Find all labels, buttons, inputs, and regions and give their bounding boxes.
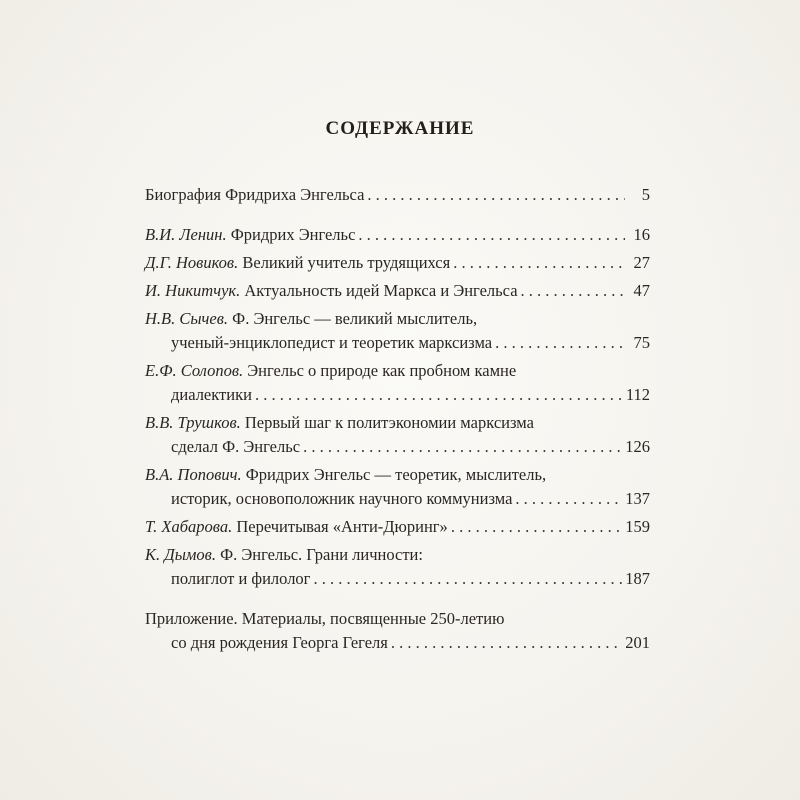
toc-entry[interactable] — [145, 251, 650, 275]
toc-line — [145, 435, 650, 459]
toc-line — [145, 487, 650, 511]
toc-line — [145, 307, 650, 331]
entry-author: Т. Хабарова. — [145, 517, 233, 536]
page-title: СОДЕРЖАНИЕ — [325, 118, 475, 139]
page-number: 5 — [641, 185, 650, 204]
entry-title-cont: ученый-энциклопедист и теоретик марксизма — [171, 333, 493, 352]
toc-line — [145, 515, 650, 539]
toc-entry[interactable] — [145, 411, 650, 459]
page-number: 27 — [633, 253, 650, 272]
dot-leader — [313, 567, 622, 591]
page-number: 201 — [625, 633, 650, 652]
entry-author: И. Никитчук. — [145, 281, 241, 300]
toc-line — [145, 607, 650, 631]
dot-leader — [303, 435, 622, 459]
toc-line — [145, 631, 650, 655]
page-number: 126 — [625, 437, 650, 456]
page-number: 137 — [625, 489, 650, 508]
entry-title: Биография Фридриха Энгельса — [145, 185, 365, 204]
toc-entry[interactable] — [145, 463, 650, 511]
entry-title: Перечитывая «Анти-Дюринг» — [236, 517, 448, 536]
toc-line — [145, 331, 650, 355]
entry-author: Н.В. Сычев. — [145, 309, 229, 328]
toc-entry[interactable] — [145, 183, 650, 207]
entry-author: В.А. Попович. — [145, 465, 242, 484]
entry-author: Е.Ф. Солопов. — [145, 361, 244, 380]
toc-entry[interactable] — [145, 307, 650, 355]
entry-title: Фридрих Энгельс — [230, 225, 356, 244]
dot-leader — [255, 383, 623, 407]
entry-title-cont: диалектики — [171, 385, 252, 404]
toc-line — [145, 251, 650, 275]
toc-line — [145, 359, 650, 383]
toc-entry[interactable] — [145, 607, 650, 655]
dot-leader — [391, 631, 622, 655]
page-number: 112 — [625, 385, 650, 404]
dot-leader — [495, 331, 625, 355]
page-number: 187 — [625, 569, 650, 588]
dot-leader — [451, 515, 622, 539]
entry-title-cont: сделал Ф. Энгельс — [171, 437, 301, 456]
entry-title: Актуальность идей Маркса и Энгельса — [244, 281, 518, 300]
table-of-contents — [145, 183, 650, 659]
entry-title: Ф. Энгельс. Грани личности: — [220, 545, 423, 564]
entry-author: В.И. Ленин. — [145, 225, 227, 244]
toc-line — [145, 411, 650, 435]
page-number: 159 — [625, 517, 650, 536]
toc-line — [145, 543, 650, 567]
entry-title-cont: со дня рождения Георга Гегеля — [171, 633, 388, 652]
dot-leader — [367, 183, 625, 207]
entry-title: Приложение. Материалы, посвященные 250-летию — [145, 609, 505, 628]
entry-author: В.В. Трушков. — [145, 413, 241, 432]
entry-title: Великий учитель трудящихся — [242, 253, 451, 272]
dot-leader — [515, 487, 622, 511]
toc-line — [145, 463, 650, 487]
dot-leader — [453, 251, 625, 275]
toc-entry[interactable] — [145, 359, 650, 407]
entry-title-cont: историк, основоположник научного коммунизма — [171, 489, 513, 508]
toc-line — [145, 223, 650, 247]
toc-entry[interactable] — [145, 223, 650, 247]
toc-line — [145, 183, 650, 207]
entry-title: Первый шаг к политэкономии марксизма — [244, 413, 534, 432]
toc-entry[interactable] — [145, 515, 650, 539]
page-number: 47 — [633, 281, 650, 300]
toc-line — [145, 567, 650, 591]
entry-author: К. Дымов. — [145, 545, 216, 564]
page-number: 75 — [633, 333, 650, 352]
entry-title: Фридрих Энгельс — теоретик, мыслитель, — [245, 465, 547, 484]
entry-title-cont: полиглот и филолог — [171, 569, 311, 588]
entry-title: Энгельс о природе как пробном камне — [247, 361, 517, 380]
toc-line — [145, 279, 650, 303]
entry-author: Д.Г. Новиков. — [145, 253, 239, 272]
dot-leader — [358, 223, 625, 247]
dot-leader — [521, 279, 625, 303]
toc-entry[interactable] — [145, 279, 650, 303]
entry-title: Ф. Энгельс — великий мыслитель, — [232, 309, 478, 328]
toc-entry[interactable] — [145, 543, 650, 591]
page-number: 16 — [633, 225, 650, 244]
toc-line — [145, 383, 650, 407]
